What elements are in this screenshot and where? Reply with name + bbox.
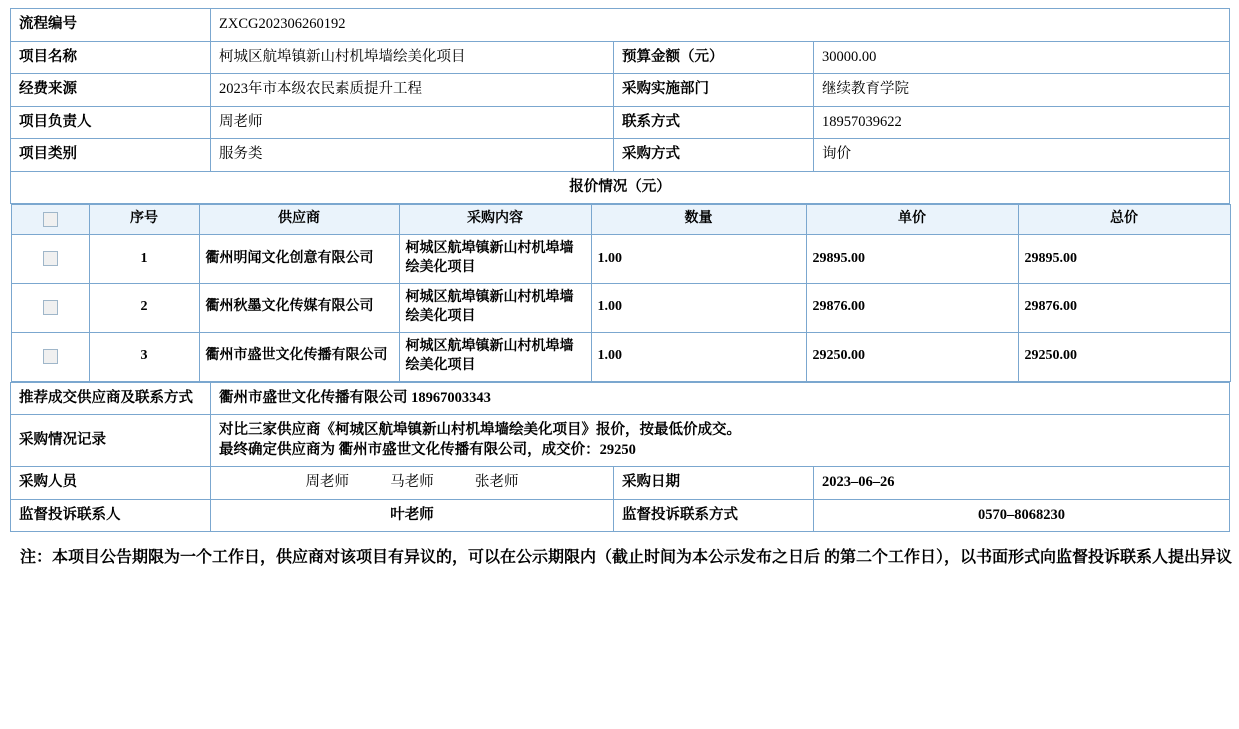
table-row bbox=[11, 9, 1230, 42]
table-row bbox=[11, 467, 1230, 500]
row-select-cell bbox=[11, 284, 89, 333]
checkbox-row-1[interactable] bbox=[43, 251, 58, 266]
field-value-manager: 周老师 bbox=[211, 106, 614, 139]
quotation-table-cell bbox=[11, 204, 1230, 382]
cell-unit-price: 29250.00 bbox=[806, 332, 1018, 381]
checkbox-row-2[interactable] bbox=[43, 300, 58, 315]
quotation-header-row bbox=[11, 205, 1230, 235]
quotation-section-title: 报价情况（元） bbox=[11, 171, 1230, 204]
field-label-staff: 采购人员 bbox=[11, 467, 211, 500]
column-header-total-price: 总价 bbox=[1018, 205, 1230, 235]
notice-prefix: 注： bbox=[20, 549, 53, 567]
cell-unit-price: 29895.00 bbox=[806, 235, 1018, 284]
staff-name-1: 周老师 bbox=[305, 474, 349, 491]
cell-index: 1 bbox=[89, 235, 199, 284]
table-row bbox=[11, 139, 1230, 172]
cell-quantity: 1.00 bbox=[591, 284, 806, 333]
field-value-contact: 18957039622 bbox=[814, 106, 1230, 139]
field-label-method: 采购方式 bbox=[614, 139, 814, 172]
column-header-content: 采购内容 bbox=[399, 205, 591, 235]
field-label-supervisor-contact: 监督投诉联系方式 bbox=[614, 499, 814, 532]
field-value-project-name: 柯城区航埠镇新山村机埠墙绘美化项目 bbox=[211, 41, 614, 74]
cell-index: 2 bbox=[89, 284, 199, 333]
cell-supplier: 衢州明闻文化创意有限公司 bbox=[199, 235, 399, 284]
field-label-project-name: 项目名称 bbox=[11, 41, 211, 74]
table-row bbox=[11, 204, 1230, 382]
checkbox-row-3[interactable] bbox=[43, 349, 58, 364]
notice-footnote bbox=[20, 546, 1235, 571]
column-header-index: 序号 bbox=[89, 205, 199, 235]
field-value-purchase-date: 2023–06–26 bbox=[814, 467, 1230, 500]
field-value-supervisor: 叶老师 bbox=[211, 499, 614, 532]
table-row bbox=[11, 106, 1230, 139]
staff-name-3: 张老师 bbox=[475, 474, 519, 491]
field-value-staff bbox=[211, 467, 614, 500]
column-header-unit-price: 单价 bbox=[806, 205, 1018, 235]
cell-quantity: 1.00 bbox=[591, 332, 806, 381]
field-label-budget: 预算金额（元） bbox=[614, 41, 814, 74]
field-label-category: 项目类别 bbox=[11, 139, 211, 172]
field-value-purchase-record bbox=[211, 415, 1230, 467]
table-row bbox=[11, 41, 1230, 74]
staff-name-2: 马老师 bbox=[390, 474, 434, 491]
field-label-process-no: 流程编号 bbox=[11, 9, 211, 42]
cell-content: 柯城区航埠镇新山村机埠墙绘美化项目 bbox=[399, 284, 591, 333]
cell-supplier: 衢州市盛世文化传播有限公司 bbox=[199, 332, 399, 381]
cell-quantity: 1.00 bbox=[591, 235, 806, 284]
purchase-record-line-2: 最终确定供应商为 衢州市盛世文化传播有限公司，成交价：29250 bbox=[219, 441, 636, 458]
purchase-record-line-1: 对比三家供应商《柯城区航埠镇新山村机埠墙绘美化项目》报价，按最低价成交。 bbox=[219, 422, 741, 439]
table-row bbox=[11, 332, 1230, 381]
field-label-department: 采购实施部门 bbox=[614, 74, 814, 107]
cell-index: 3 bbox=[89, 332, 199, 381]
column-header-quantity: 数量 bbox=[591, 205, 806, 235]
row-select-cell bbox=[11, 235, 89, 284]
table-row bbox=[11, 235, 1230, 284]
field-value-recommended-supplier: 衢州市盛世文化传播有限公司 18967003343 bbox=[211, 382, 1230, 415]
cell-unit-price: 29876.00 bbox=[806, 284, 1018, 333]
quotation-table bbox=[11, 204, 1231, 381]
field-label-purchase-date: 采购日期 bbox=[614, 467, 814, 500]
field-label-purchase-record: 采购情况记录 bbox=[11, 415, 211, 467]
field-value-funding-source: 2023年市本级农民素质提升工程 bbox=[211, 74, 614, 107]
cell-total-price: 29876.00 bbox=[1018, 284, 1230, 333]
row-select-cell bbox=[11, 332, 89, 381]
field-value-process-no: ZXCG202306260192 bbox=[211, 9, 1230, 42]
field-value-method: 询价 bbox=[814, 139, 1230, 172]
cell-content: 柯城区航埠镇新山村机埠墙绘美化项目 bbox=[399, 332, 591, 381]
table-row bbox=[11, 171, 1230, 204]
table-row bbox=[11, 382, 1230, 415]
field-value-category: 服务类 bbox=[211, 139, 614, 172]
table-row bbox=[11, 74, 1230, 107]
table-row bbox=[11, 415, 1230, 467]
field-value-supervisor-contact: 0570–8068230 bbox=[814, 499, 1230, 532]
cell-total-price: 29250.00 bbox=[1018, 332, 1230, 381]
procurement-form-table bbox=[10, 8, 1230, 532]
column-header-supplier: 供应商 bbox=[199, 205, 399, 235]
cell-total-price: 29895.00 bbox=[1018, 235, 1230, 284]
field-label-supervisor: 监督投诉联系人 bbox=[11, 499, 211, 532]
table-row bbox=[11, 499, 1230, 532]
select-all-header bbox=[11, 205, 89, 235]
cell-supplier: 衢州秋墨文化传媒有限公司 bbox=[199, 284, 399, 333]
checkbox-select-all[interactable] bbox=[43, 212, 58, 227]
field-label-funding-source: 经费来源 bbox=[11, 74, 211, 107]
table-row bbox=[11, 284, 1230, 333]
field-label-manager: 项目负责人 bbox=[11, 106, 211, 139]
field-value-budget: 30000.00 bbox=[814, 41, 1230, 74]
cell-content: 柯城区航埠镇新山村机埠墙绘美化项目 bbox=[399, 235, 591, 284]
field-label-contact: 联系方式 bbox=[614, 106, 814, 139]
notice-text: 本项目公告期限为一个工作日，供应商对该项目有异议的，可以在公示期限内（截止时间为本公示发布之日后 的第二个工作日），以书面形式向监督投诉联系人提出异议 bbox=[52, 549, 1233, 567]
field-value-department: 继续教育学院 bbox=[814, 74, 1230, 107]
field-label-recommended-supplier: 推荐成交供应商及联系方式 bbox=[11, 382, 211, 415]
